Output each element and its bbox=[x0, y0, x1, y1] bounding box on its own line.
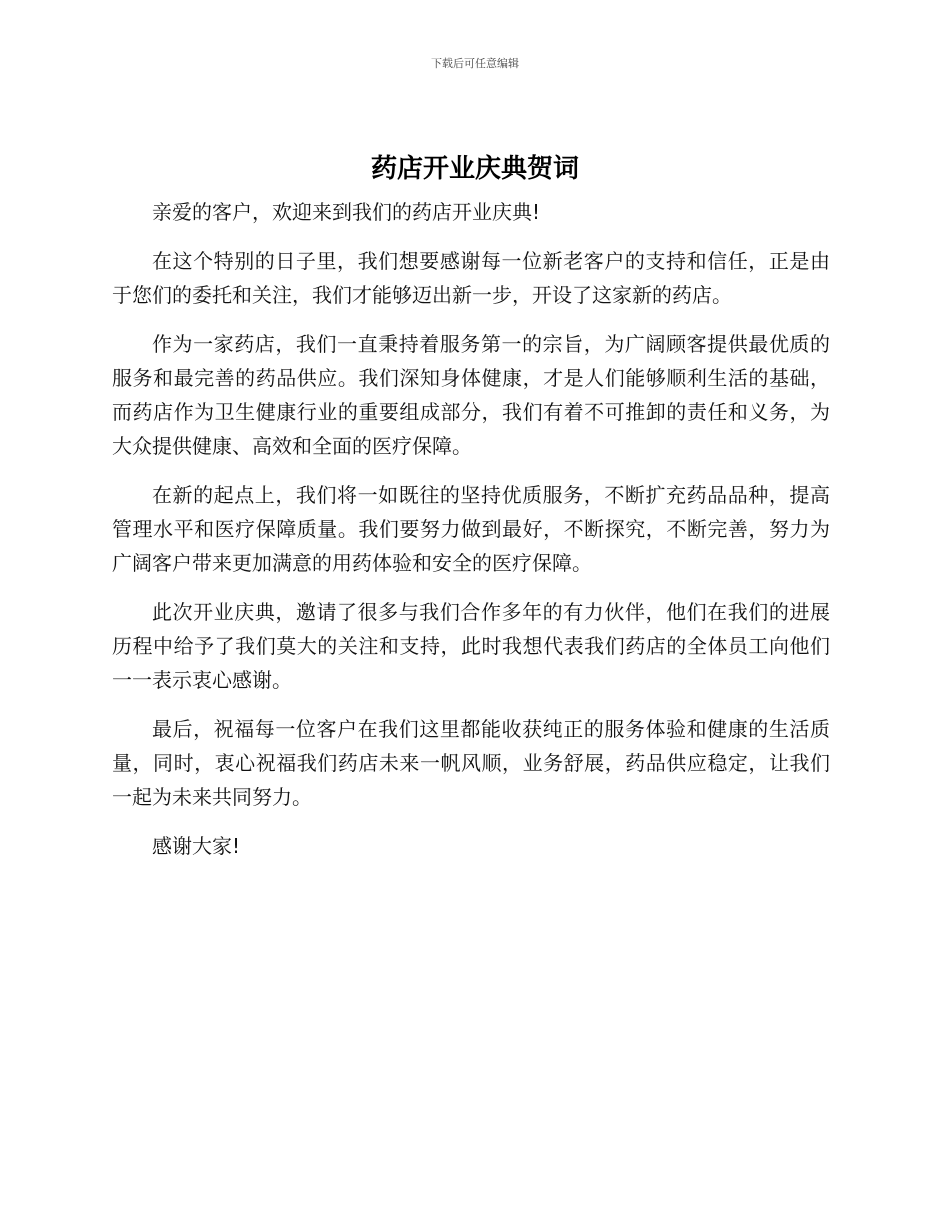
document-body bbox=[112, 195, 830, 878]
paragraph-blessing: 最后，祝福每一位客户在我们这里都能收获纯正的服务体验和健康的生活质量，同时，衷心祝福我们药店未来一帆风顺，业务舒展，药品供应稳定，让我们一起为未来共同努力。 bbox=[112, 717, 830, 809]
document-title: 药店开业庆典贺词 bbox=[370, 154, 579, 184]
paragraph-thanks: 在这个特别的日子里，我们想要感谢每一位新老客户的支持和信任，正是由于您们的委托和关注，我们才能够迈出新一步，开设了这家新的药店。 bbox=[112, 249, 830, 307]
header-note: 下载后可任意编辑 bbox=[431, 57, 519, 70]
paragraph-mission: 作为一家药店，我们一直秉持着服务第一的宗旨，为广阔顾客提供最优质的服务和最完善的药品供应。我们深知身体健康，才是人们能够顺利生活的基础，而药店作为卫生健康行业的重要组成部分，我们有着不可推卸的责任和义务，为大众提供健康、高效和全面的医疗保障。 bbox=[112, 332, 830, 458]
paragraph-future: 在新的起点上，我们将一如既往的坚持优质服务，不断扩充药品品种，提高管理水平和医疗保障质量。我们要努力做到最好，不断探究，不断完善，努力为广阔客户带来更加满意的用药体验和安全的医疗保障。 bbox=[112, 483, 830, 575]
paragraph-closing: 感谢大家! bbox=[152, 834, 241, 858]
paragraph-partners: 此次开业庆典，邀请了很多与我们合作多年的有力伙伴，他们在我们的进展历程中给予了我们莫大的关注和支持，此时我想代表我们药店的全体员工向他们一一表示衷心感谢。 bbox=[112, 600, 830, 692]
paragraph-greeting: 亲爱的客户，欢迎来到我们的药店开业庆典! bbox=[152, 200, 541, 224]
